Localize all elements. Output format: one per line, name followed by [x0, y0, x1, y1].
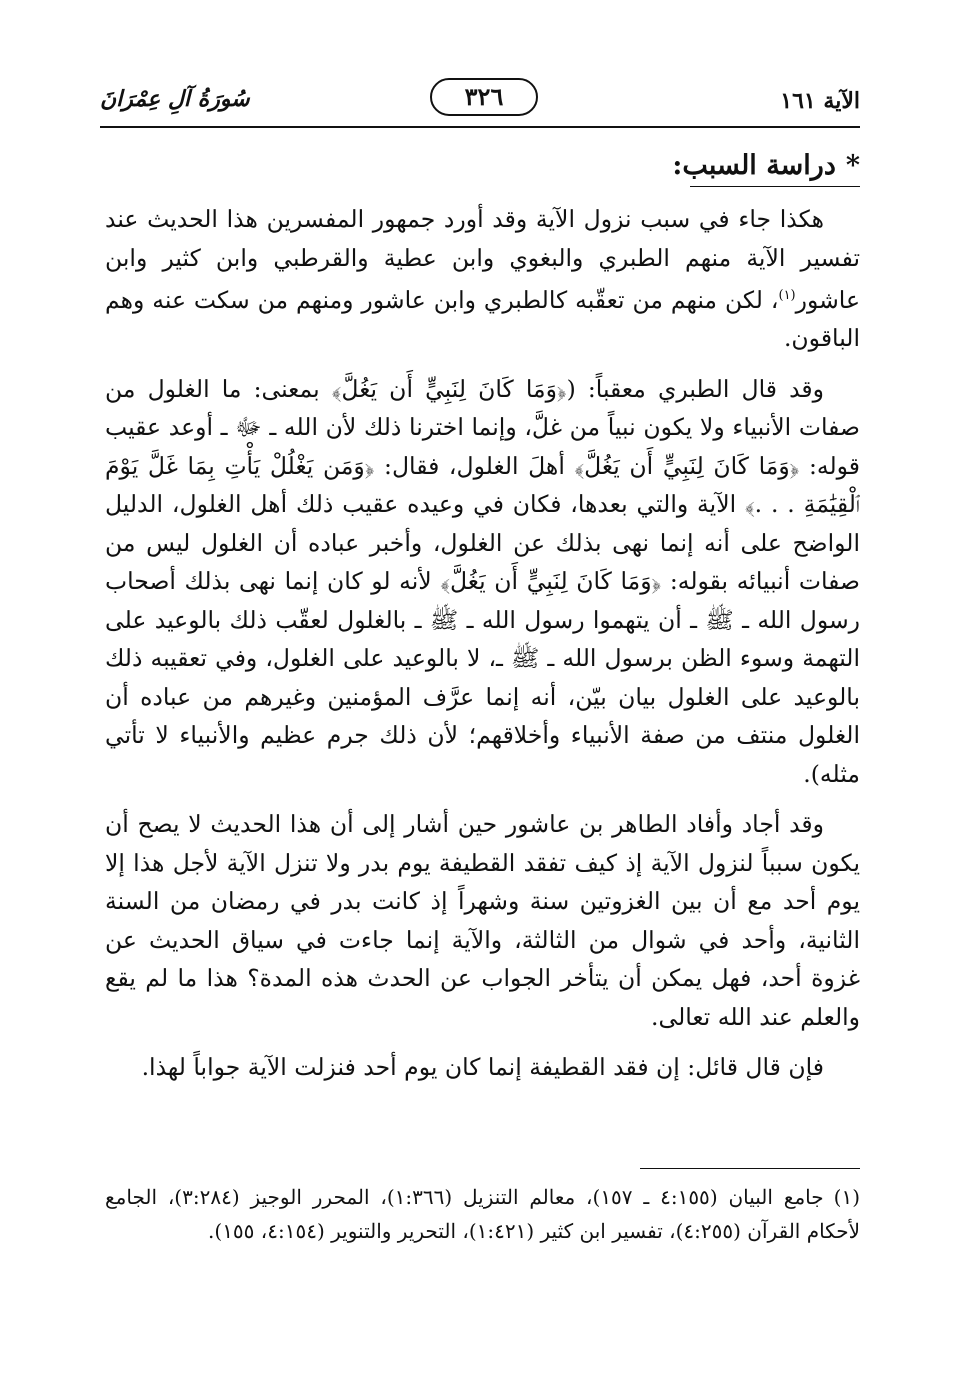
paragraph-ibn-ashur — [105, 805, 860, 1036]
page-header — [100, 78, 860, 122]
paragraph-text: وقد أجاد وأفاد الطاهر بن عاشور حين أشار إلى أن هذا الحديث لا يصح أن يكون سبباً لنزول الآية إذ كيف تفقد القطيفة يوم بدر ولا تنزل الآية لأجل هذا إلا يوم أحد مع أن بين الغزوتين سنة وشهراً إذ كانت بدر في رمضان من السنة الثانية، وأحد في شوال من الثالثة، والآية إنما جاءت في سياق الحديث عن غزوة أحد، فهل يمكن أن يتأخر الجواب عن الحدث هذه المدة؟ هذا ما لم يقع والعلم عند الله تعالى. — [105, 810, 860, 1031]
footnotes — [105, 1180, 860, 1248]
surah-name: سُورَةُ آلِ عِمْرَانَ — [100, 86, 250, 112]
star-icon: * — [845, 150, 860, 181]
paragraph-intro — [105, 200, 860, 358]
footnote-text: جامع البيان (٤:١٥٥ ـ ١٥٧)، معالم التنزيل (١:٣٦٦)، المحرر الوجيز (٣:٢٨٤)، الجامع لأحكام القرآن (٤:٢٥٥)، تفسير ابن كثير (١:٤٢١)، التحرير والتنوير (٤:١٥٤، ١٥٥). — [105, 1185, 860, 1243]
section-heading-text: دراسة السبب: — [672, 150, 836, 181]
paragraph-text: ، لكن منهم من تعقّبه كالطبري وابن عاشور ومنهم من سكت عنه وهم الباقون. — [105, 285, 860, 353]
verse-label: الآية ١٦١ — [780, 88, 860, 114]
footnote-number: (١) — [833, 1185, 860, 1209]
footnote-divider — [640, 1168, 860, 1169]
paragraph-objection — [105, 1048, 860, 1087]
paragraph-tabari-quote — [105, 370, 860, 794]
header-divider — [100, 126, 860, 128]
page-number: ٣٢٦ — [430, 78, 538, 116]
paragraph-text: فإن قال قائل: إن فقد القطيفة إنما كان يوم أحد فنزلت الآية جواباً لهذا. — [141, 1053, 824, 1082]
paragraph-text: هكذا جاء في سبب نزول الآية وقد أورد جمهور المفسرين هذا الحديث عند تفسير الآية منهم الطبري والبغوي وابن عطية والقرطبي وابن كثير وابن عاشور — [105, 205, 860, 314]
heading-underline — [690, 186, 860, 187]
footnote-item — [105, 1180, 860, 1248]
footnote-reference: (١) — [778, 288, 796, 303]
section-heading — [672, 150, 860, 181]
body-text — [105, 200, 860, 1099]
paragraph-text: وقد قال الطبري معقباً: (﴿وَمَا كَانَ لِنَبِيٍّ أَن يَغُلَّ﴾ بمعنى: ما الغلول من صفات الأنبياء ولا يكون نبياً من غلَّ، وإنما اخترنا ذلك لأن الله ـ ﷻ ـ أوعد عقيب قوله: ﴿وَمَا كَانَ لِنَبِيٍّ أَن يَغُلَّ﴾ أهلَ الغلول، فقال: ﴿وَمَن يَغْلُلْ يَأْتِ بِمَا غَلَّ يَوْمَ ٱلْقِيَٰمَةِ . . .﴾ الآية والتي بعدها، فكان في وعيده عقيب ذلك أهل الغلول، الدليل الواضح على أنه إنما نهى بذلك عن الغلول، وأخبر عباده أن الغلول ليس من صفات أنبيائه بقوله: ﴿وَمَا كَانَ لِنَبِيٍّ أَن يَغُلَّ﴾ لأنه لو كان إنما نهى بذلك أصحاب رسول الله ـ ﷺ ـ أن يتهموا رسول الله ـ ﷺ ـ بالغلول لعقّب ذلك بالوعيد على التهمة وسوء الظن برسول الله ـ ﷺ ـ، لا بالوعيد على الغلول، وفي تعقيبه ذلك بالوعيد على الغلول بيان بيّن، أنه إنما عرَّف المؤمنين وغيرهم من عباده أن الغلول منتف من صفة الأنبياء وأخلاقهم؛ لأن ذلك جرم عظيم والأنبياء لا تأتي مثله). — [105, 374, 860, 788]
